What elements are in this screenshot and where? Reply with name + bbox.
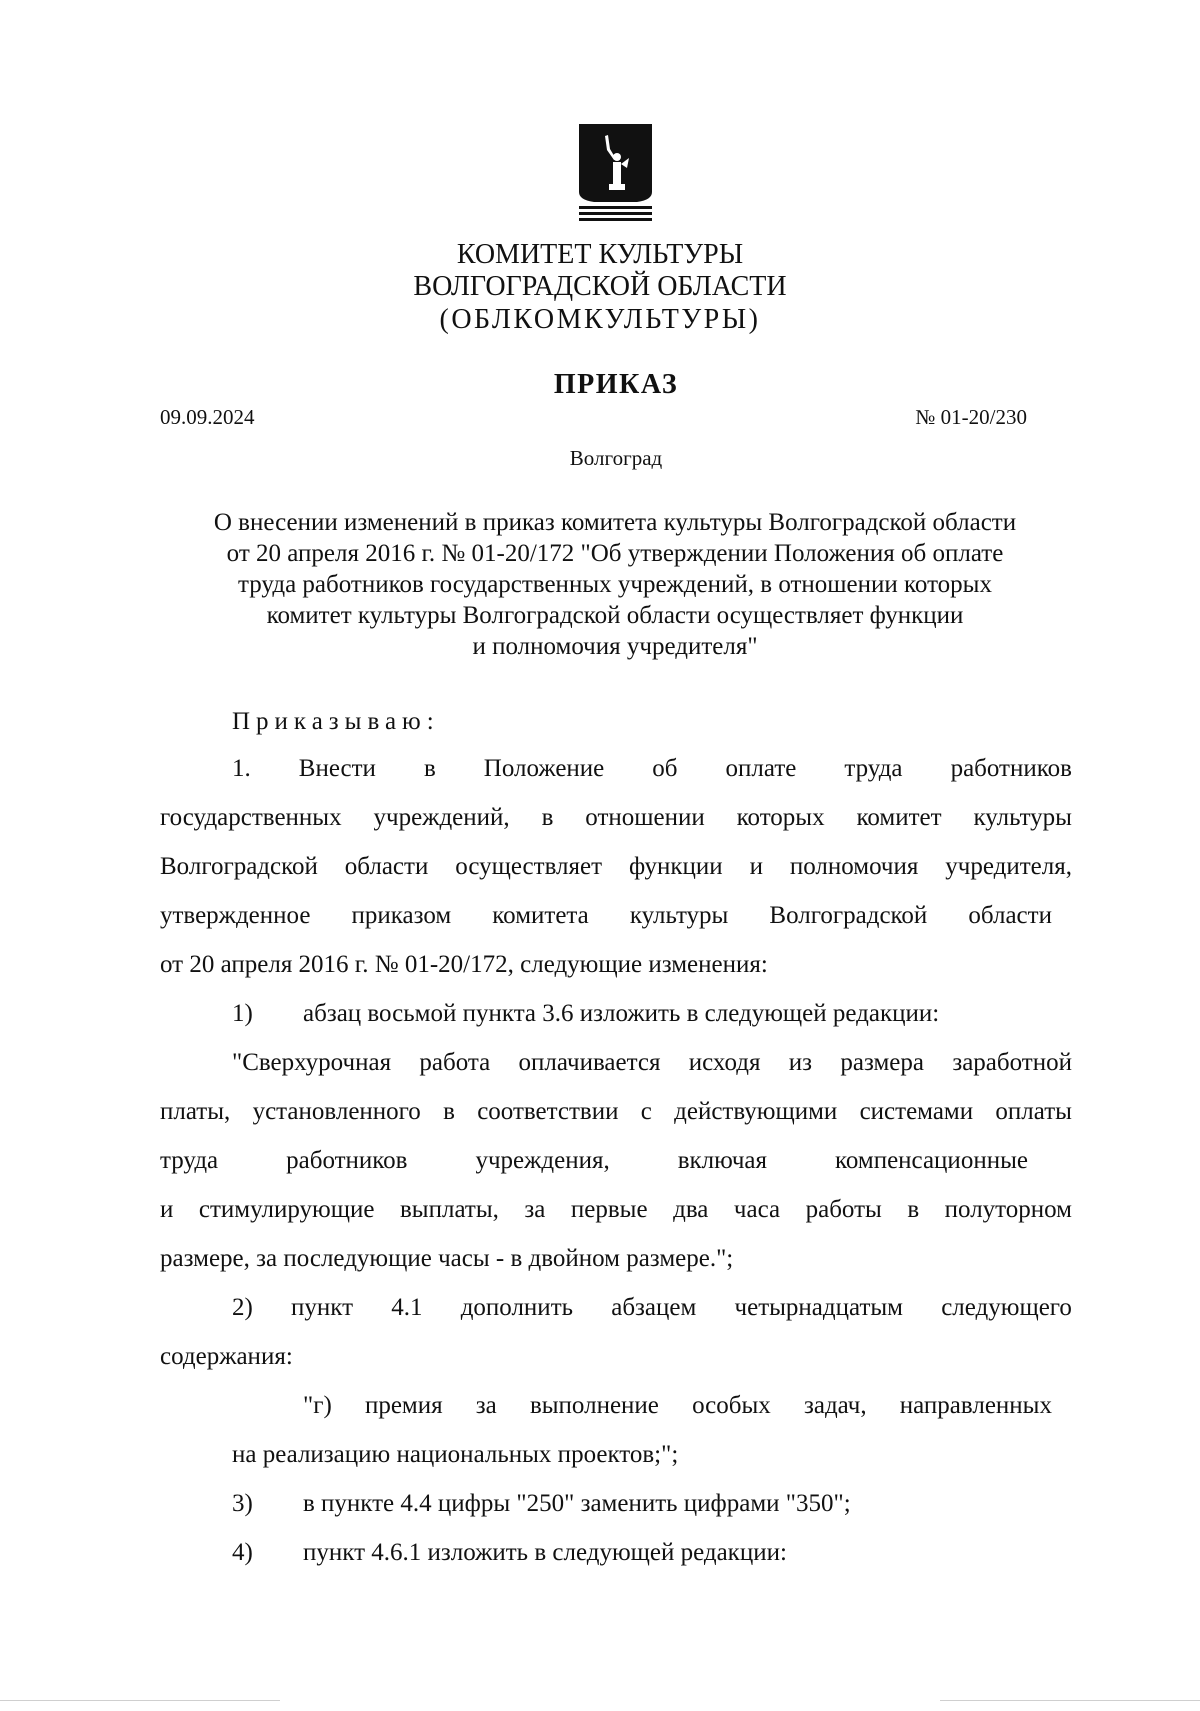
paragraph-line: [160, 1146, 1028, 1176]
paragraph-line: содержания:: [160, 1343, 293, 1370]
word: культуры: [629, 902, 729, 929]
word: работников: [950, 755, 1072, 782]
word: работы: [805, 1196, 882, 1223]
word: установленного: [252, 1098, 421, 1125]
organization-name-line1: КОМИТЕТ КУЛЬТУРЫ: [456, 239, 744, 270]
subject-line: и полномочия учредителя": [472, 633, 758, 660]
word: направленных: [899, 1392, 1052, 1419]
word: размера: [840, 1049, 924, 1076]
word: действующими: [674, 1098, 838, 1125]
word: часа: [733, 1196, 781, 1223]
document-subject: [150, 507, 1080, 662]
word: учреждения,: [475, 1147, 610, 1174]
scan-edge-line: [940, 1700, 1200, 1701]
word: функции: [628, 853, 723, 880]
subject-line: от 20 апреля 2016 г. № 01-20/172 "Об утверждении Положения об оплате: [226, 540, 1004, 567]
document-number: № 01-20/230: [915, 405, 1027, 429]
word: "г): [303, 1392, 332, 1419]
word: Волгоградской: [160, 853, 318, 880]
list-item-text: абзац восьмой пункта 3.6 изложить в следующей редакции:: [303, 1000, 940, 1027]
list-item-number: 4): [232, 1539, 253, 1566]
word: особых: [692, 1392, 771, 1419]
word: комитет: [856, 804, 942, 831]
word: пункт: [291, 1294, 354, 1321]
word: области: [968, 902, 1052, 929]
word: четырнадцатым: [734, 1294, 903, 1321]
word: приказом: [351, 902, 452, 929]
subject-line: О внесении изменений в приказ комитета культуры Волгоградской области: [213, 509, 1017, 536]
document-date: 09.09.2024: [160, 405, 255, 429]
word: первые: [570, 1196, 648, 1223]
list-item-text: пункт 4.6.1 изложить в следующей редакции:: [303, 1539, 787, 1566]
word: отношении: [585, 804, 705, 831]
word: из: [788, 1049, 813, 1076]
word: оплаты: [995, 1098, 1072, 1125]
word: культуры: [973, 804, 1072, 831]
word: и: [749, 853, 763, 880]
word: труда: [160, 1147, 219, 1174]
paragraph-1-first-line: [232, 754, 1072, 784]
subject-line: комитет культуры Волгоградской области осуществляет функции: [266, 602, 964, 629]
word: утвержденное: [160, 902, 311, 929]
word: в: [907, 1196, 920, 1223]
word: стимулирующие: [198, 1196, 375, 1223]
word: системами: [859, 1098, 974, 1125]
word: в: [541, 804, 554, 831]
word: абзацем: [611, 1294, 697, 1321]
paragraph-line: [160, 1195, 1072, 1225]
list-item-2-line: [232, 1293, 1072, 1323]
paragraph-line: [232, 1048, 1072, 1078]
paragraph-line: [160, 1097, 1072, 1127]
list-item-text: в пункте 4.4 цифры "250" заменить цифрами "350";: [303, 1490, 851, 1517]
word: задач,: [803, 1392, 867, 1419]
word: и: [160, 1196, 174, 1223]
word: дополнить: [460, 1294, 574, 1321]
word: заработной: [952, 1049, 1072, 1076]
paragraph-line: от 20 апреля 2016 г. № 01-20/172, следующие изменения:: [160, 951, 768, 978]
word: компенсационные: [834, 1147, 1028, 1174]
word: 1.: [232, 755, 251, 782]
organization-short-name: (ОБЛКОМКУЛЬТУРЫ): [439, 304, 761, 335]
quoted-line: [303, 1391, 1052, 1421]
word: соответствии: [477, 1098, 619, 1125]
word: выплаты,: [399, 1196, 499, 1223]
word: два: [673, 1196, 709, 1223]
word: оплате: [725, 755, 797, 782]
word: следующего: [941, 1294, 1072, 1321]
word: труда: [844, 755, 903, 782]
subject-line: труда работников государственных учреждений, в отношении которых: [238, 571, 992, 598]
scan-edge-line: [0, 1700, 280, 1701]
word: работников: [286, 1147, 408, 1174]
word: за: [524, 1196, 546, 1223]
word: включая: [677, 1147, 768, 1174]
quoted-line: на реализацию национальных проектов;";: [232, 1441, 679, 1468]
list-item-number: 3): [232, 1490, 253, 1517]
organization-name-line2: ВОЛГОГРАДСКОЙ ОБЛАСТИ: [413, 271, 787, 302]
word: премия: [364, 1392, 443, 1419]
word: учреждений,: [373, 804, 510, 831]
word: Внести: [298, 755, 376, 782]
word: с: [640, 1098, 652, 1125]
word: которых: [736, 804, 825, 831]
list-item-number: 2): [232, 1294, 253, 1321]
document-city: Волгоград: [569, 446, 663, 470]
word: оплачивается: [518, 1049, 661, 1076]
word: выполнение: [529, 1392, 659, 1419]
word: в: [423, 755, 436, 782]
word: работа: [419, 1049, 491, 1076]
paragraph-line: [160, 852, 1072, 882]
word: учредителя,: [945, 853, 1072, 880]
word: области: [344, 853, 429, 880]
word: в: [443, 1098, 455, 1125]
document-type-title: ПРИКАЗ: [553, 369, 679, 400]
paragraph-line: [160, 803, 1072, 833]
word: осуществляет: [455, 853, 603, 880]
order-word: Приказываю:: [232, 708, 440, 735]
volgograd-coat-of-arms-icon: [577, 122, 654, 222]
word: исходя: [688, 1049, 761, 1076]
word: платы,: [160, 1098, 231, 1125]
word: за: [475, 1392, 497, 1419]
word: 4.1: [391, 1294, 423, 1321]
word: полуторном: [944, 1196, 1072, 1223]
word: полномочия: [789, 853, 919, 880]
list-item-number: 1): [232, 1000, 253, 1027]
paragraph-line: размере, за последующие часы - в двойном размере.";: [160, 1245, 734, 1272]
paragraph-line: [160, 901, 1052, 931]
word: комитета: [492, 902, 589, 929]
word: Положение: [483, 755, 605, 782]
word: Волгоградской: [769, 902, 928, 929]
word: об: [652, 755, 678, 782]
word: "Сверхурочная: [232, 1049, 392, 1076]
word: государственных: [160, 804, 342, 831]
